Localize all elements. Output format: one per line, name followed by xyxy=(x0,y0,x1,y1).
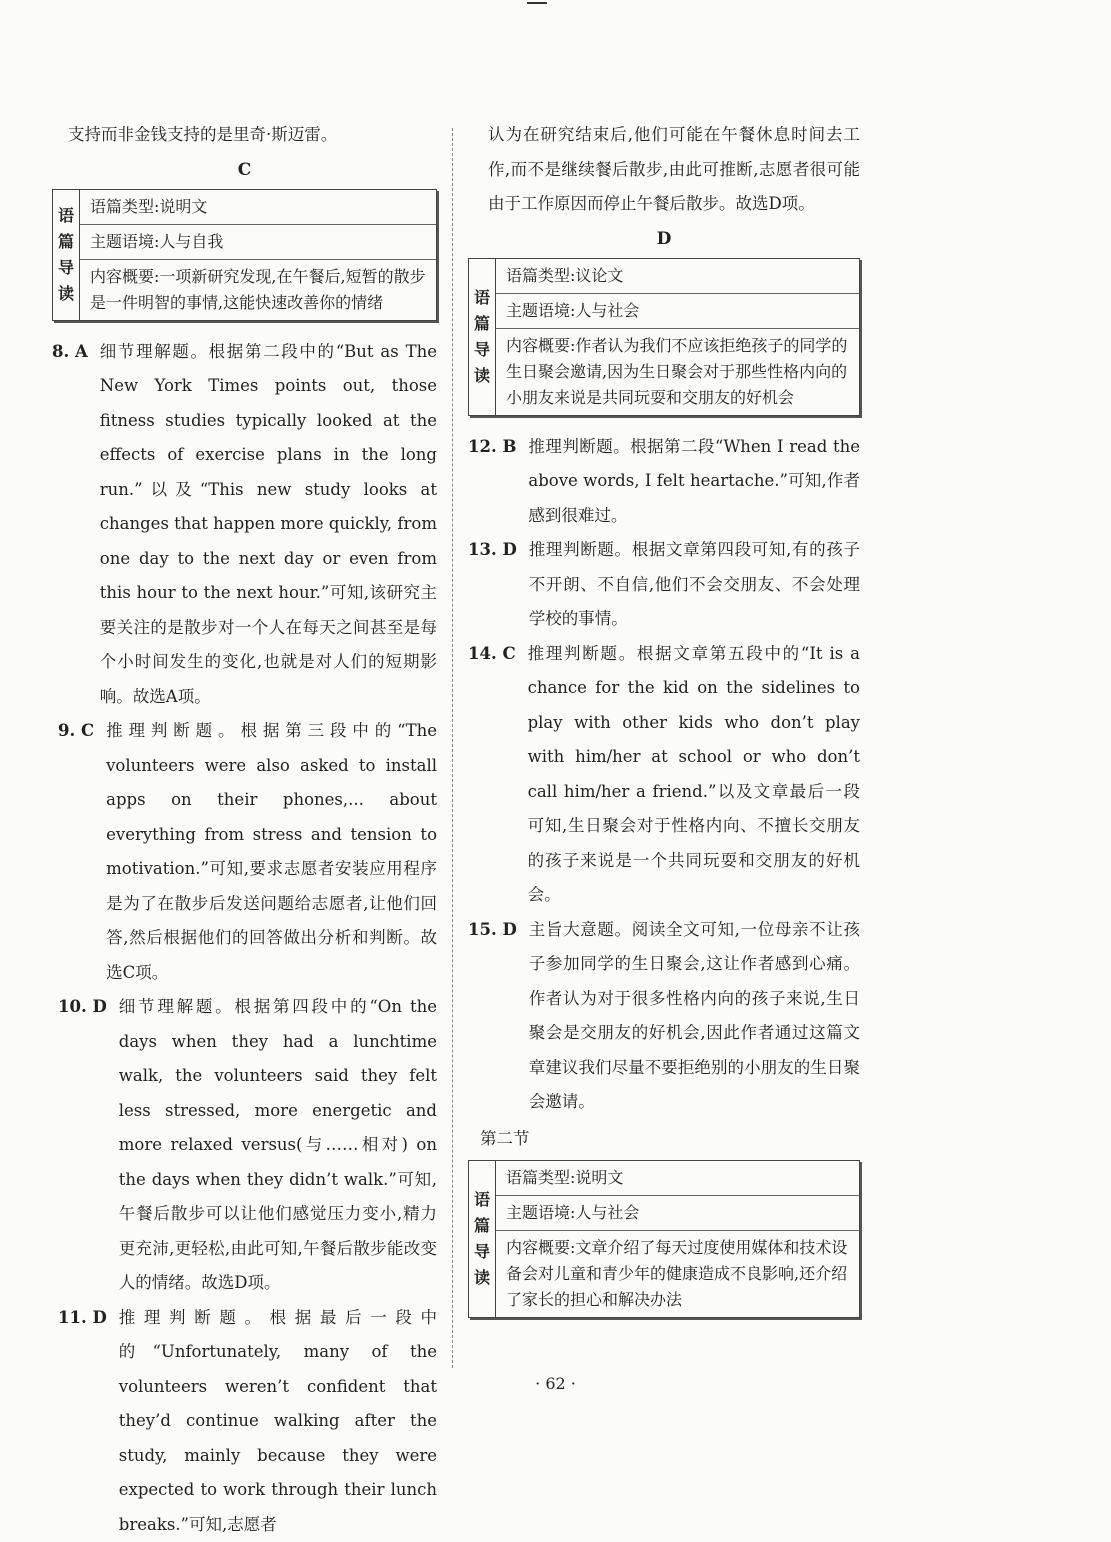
guide-type: 语篇类型:说明文 xyxy=(496,1161,859,1196)
top-mark xyxy=(527,2,547,4)
answer-number: 15. D xyxy=(468,913,517,1120)
intro-line: 支持而非金钱支持的是里奇·斯迈雷。 xyxy=(52,118,437,153)
guide-label: 语 篇 导 读 xyxy=(53,190,80,320)
answer-item xyxy=(468,913,860,1120)
guide-label: 语 篇 导 读 xyxy=(469,1161,496,1317)
right-column xyxy=(468,118,860,1332)
section-c-letter: C xyxy=(52,155,437,185)
guide-type: 语篇类型:议论文 xyxy=(496,259,859,294)
answer-explanation: 推理判断题。根据文章第四段可知,有的孩子不开朗、不自信,他们不会交朋友、不会处理学校的事情。 xyxy=(529,533,860,637)
guide-label: 语 篇 导 读 xyxy=(469,259,496,415)
guide-summary: 内容概要:作者认为我们不应该拒绝孩子的同学的生日聚会邀请,因为生日聚会对于那些性格内向的小朋友来说是共同玩耍和交朋友的好机会 xyxy=(496,329,859,415)
page-number: · 62 · xyxy=(0,1374,1111,1393)
answer-number: 9. C xyxy=(58,714,94,990)
answer-explanation: 推理判断题。根据最后一段中的“Unfortunately, many of the volunteers weren’t confident that they’d continue walking after the study, mainly because they were expected to work through their lunch breaks.”可知,志愿者 xyxy=(119,1301,437,1542)
guide-summary: 内容概要:文章介绍了每天过度使用媒体和技术设备会对儿童和青少年的健康造成不良影响,还介绍了家长的担心和解决办法 xyxy=(496,1231,859,1317)
guide-type: 语篇类型:说明文 xyxy=(80,190,436,225)
answer-item xyxy=(52,335,437,715)
continuation-text: 认为在研究结束后,他们可能在午餐休息时间去工作,而不是继续餐后散步,由此可推断,志愿者很可能由于工作原因而停止午餐后散步。故选D项。 xyxy=(468,118,860,222)
answer-item xyxy=(52,714,437,990)
guide-box-d xyxy=(468,258,860,416)
answer-item xyxy=(52,1301,437,1542)
answer-explanation: 推理判断题。根据第三段中的“The volunteers were also asked to install apps on their phones,... about everything from stress and tension to motivation.”可知,要求志愿者安装应用程序是为了在散步后发送问题给志愿者,让他们回答,然后根据他们的回答做出分析和判断。故选C项。 xyxy=(106,714,437,990)
guide-box-section2 xyxy=(468,1160,860,1318)
answer-number: 12. B xyxy=(468,430,516,534)
left-column xyxy=(52,118,437,1542)
answer-number: 13. D xyxy=(468,533,517,637)
answer-explanation: 细节理解题。根据第四段中的“On the days when they had a lunchtime walk, the volunteers said they felt less stressed, more energetic and more relaxed versus(与……相对) on the days when they didn’t walk.”可知,午餐后散步可以让他们感觉压力变小,精力更充沛,更轻松,由此可知,午餐后散步能改变人的情绪。故选D项。 xyxy=(119,990,437,1301)
guide-theme: 主题语境:人与社会 xyxy=(496,294,859,329)
answer-explanation: 细节理解题。根据第二段中的“But as The New York Times points out, those fitness studies typically looked at the effects of exercise plans in the long run.”以及“This new study looks at changes that happen more quickly, from one day to the next day or even from this hour to the next hour.”可知,该研究主要关注的是散步对一个人在每天之间甚至是每个小时间发生的变化,也就是对人们的短期影响。故选A项。 xyxy=(100,335,437,715)
guide-box-c xyxy=(52,189,437,321)
section-two-title: 第二节 xyxy=(480,1124,860,1154)
guide-summary: 内容概要:一项新研究发现,在午餐后,短暂的散步是一件明智的事情,这能快速改善你的情绪 xyxy=(80,260,436,320)
answer-number: 11. D xyxy=(58,1301,107,1542)
answer-number: 14. C xyxy=(468,637,516,913)
answer-explanation: 主旨大意题。阅读全文可知,一位母亲不让孩子参加同学的生日聚会,这让作者感到心痛。作者认为对于很多性格内向的孩子来说,生日聚会是交朋友的好机会,因此作者通过这篇文章建议我们尽量不要拒绝别的小朋友的生日聚会邀请。 xyxy=(529,913,860,1120)
column-divider xyxy=(452,128,453,1368)
answer-item xyxy=(468,430,860,534)
answer-item xyxy=(52,990,437,1301)
answer-number: 10. D xyxy=(58,990,107,1301)
answer-explanation: 推理判断题。根据文章第五段中的“It is a chance for the kid on the sidelines to play with other kids who don’t play with him/her at school or who don’t call him/her a friend.”以及文章最后一段可知,生日聚会对于性格内向、不擅长交朋友的孩子来说是一个共同玩耍和交朋友的好机会。 xyxy=(528,637,860,913)
answer-item xyxy=(468,533,860,637)
guide-theme: 主题语境:人与自我 xyxy=(80,225,436,260)
guide-theme: 主题语境:人与社会 xyxy=(496,1196,859,1231)
answer-item xyxy=(468,637,860,913)
answer-explanation: 推理判断题。根据第二段“When I read the above words, I felt heartache.”可知,作者感到很难过。 xyxy=(528,430,860,534)
answer-number: 8. A xyxy=(52,335,88,715)
section-d-letter: D xyxy=(468,224,860,254)
